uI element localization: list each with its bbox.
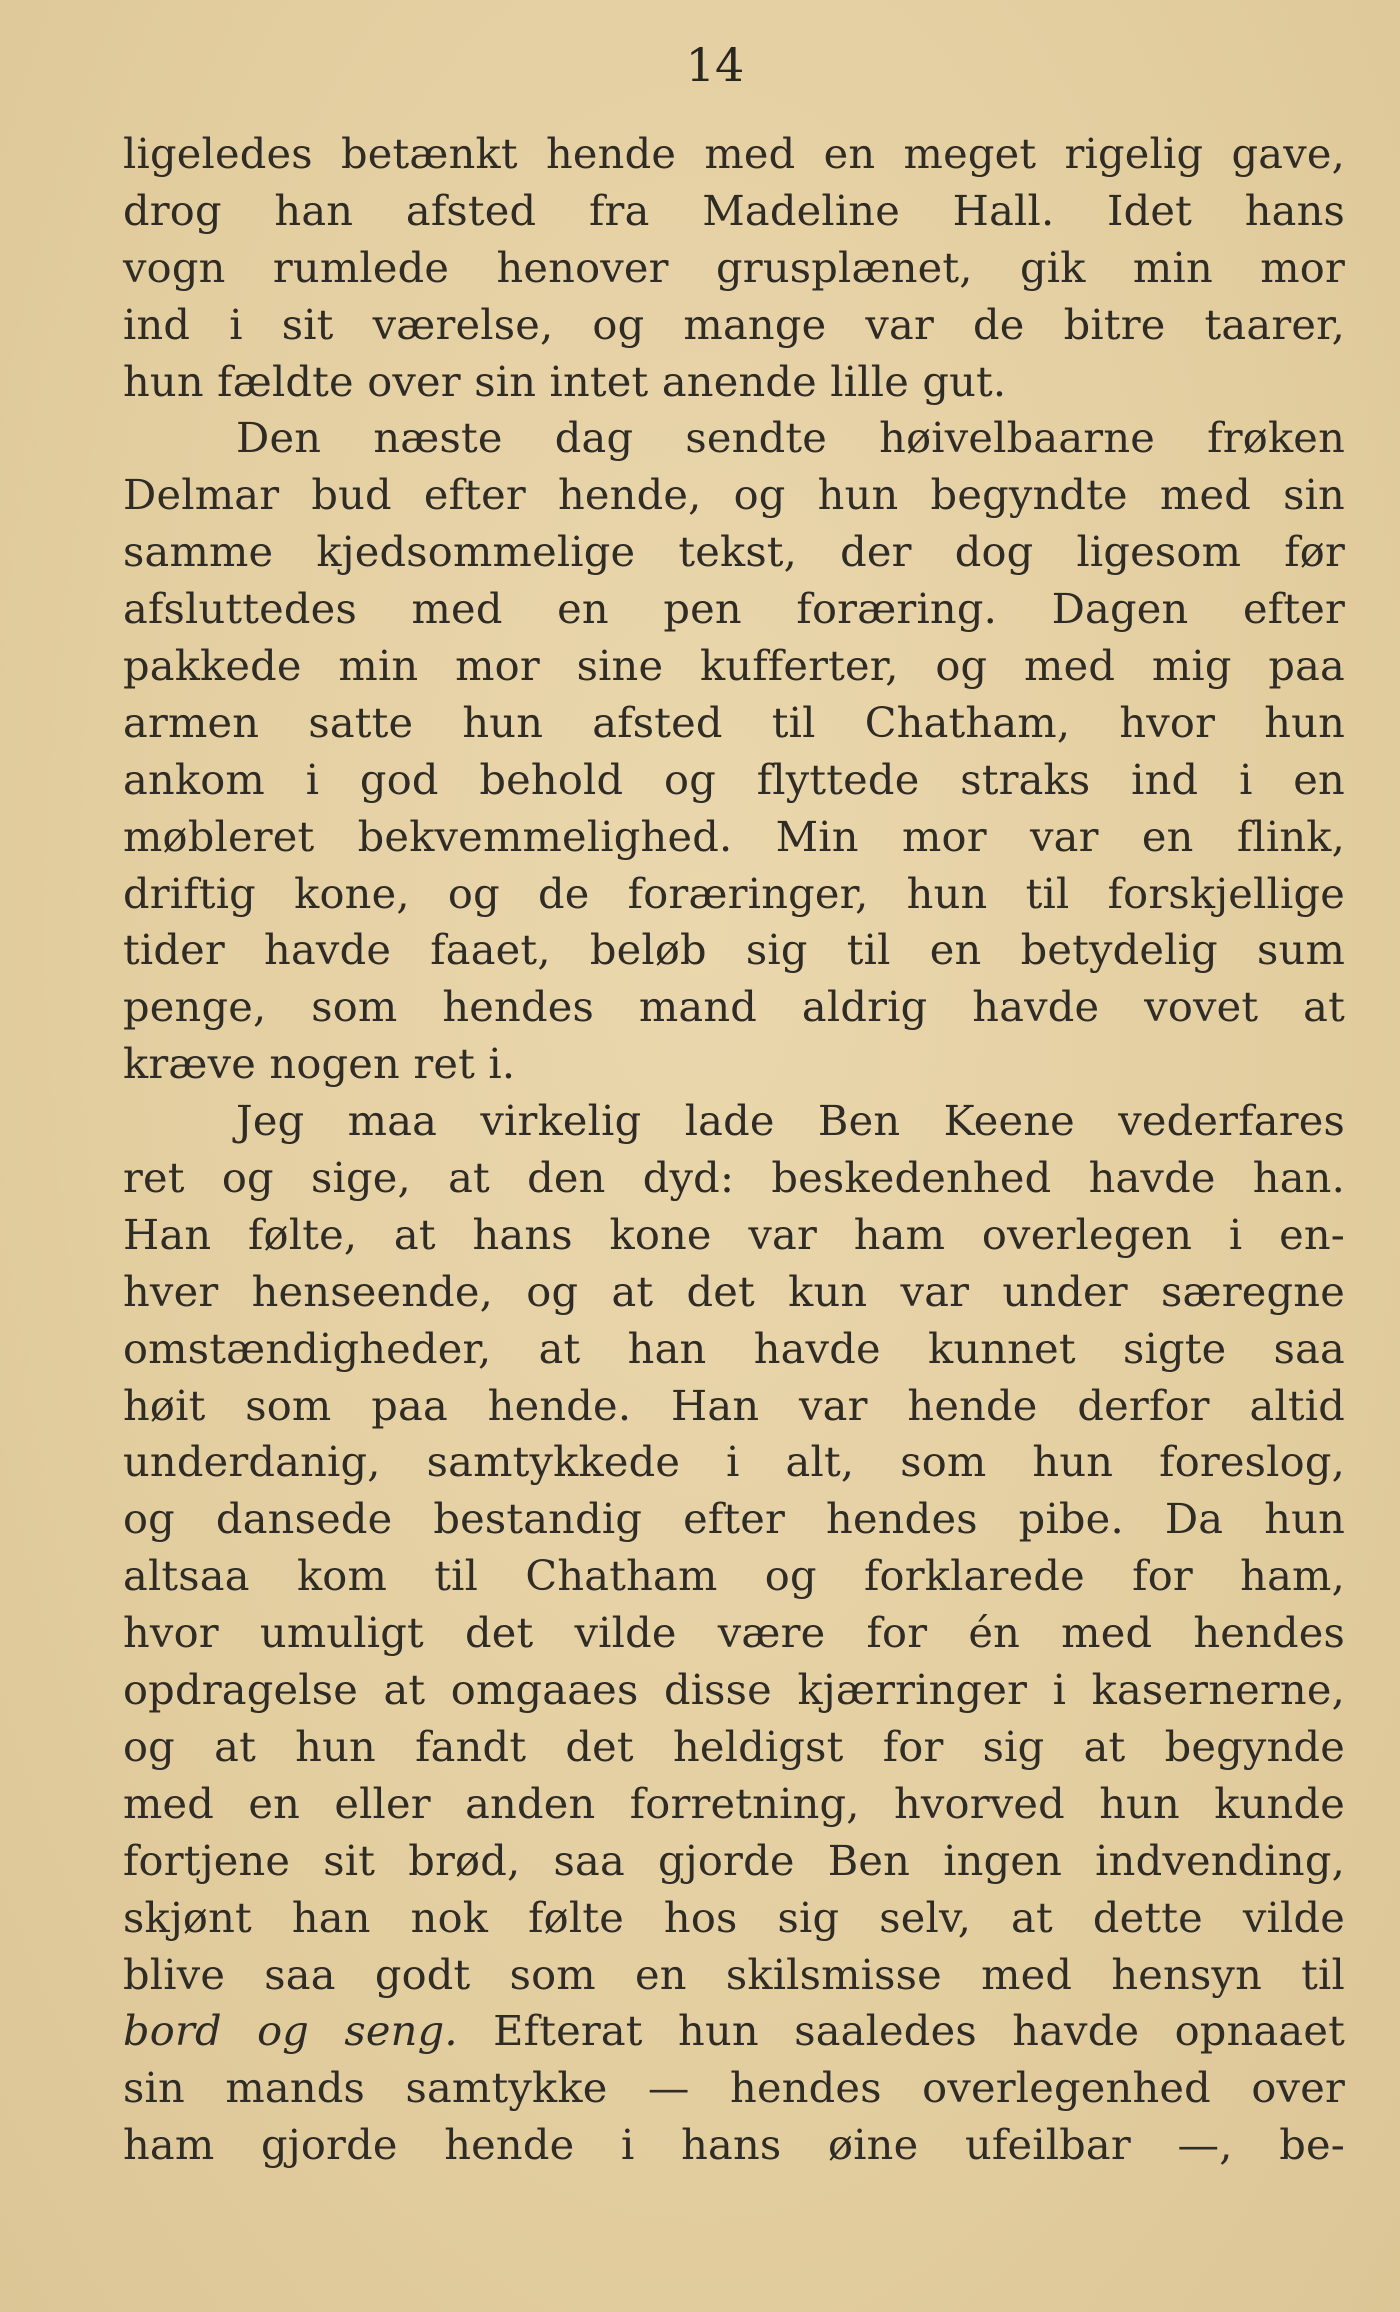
line-text: Efterat hun saaledes havde opnaaet	[457, 2006, 1345, 2056]
text-line: vogn rumlede henover grusplænet, gik min mor	[123, 242, 1345, 292]
text-line: opdragelse at omgaaes disse kjærringer i kasernerne,	[123, 1665, 1345, 1715]
text-line: tider havde faaet, beløb sig til en betydelig sum	[123, 925, 1345, 975]
text-line: penge, som hendes mand aldrig havde vovet at	[123, 982, 1345, 1032]
text-line: underdanig, samtykkede i alt, som hun foreslog,	[123, 1437, 1345, 1487]
text-line: ligeledes betænkt hende med en meget rigelig gave,	[123, 129, 1345, 178]
text-line: pakkede min mor sine kufferter, og med mig paa	[123, 641, 1345, 691]
text-line: med en eller anden forretning, hvorved hun kunde	[123, 1778, 1345, 1828]
text-line: og dansede bestandig efter hendes pibe. Da hun	[123, 1494, 1345, 1544]
body-text	[123, 126, 1345, 2174]
text-line: afsluttedes med en pen foræring. Dagen efter	[123, 584, 1345, 634]
text-line: omstændigheder, at han havde kunnet sigte saa	[123, 1323, 1345, 1373]
text-line	[123, 2003, 1345, 2060]
text-line: Den næste dag sendte høivelbaarne frøken	[236, 413, 1345, 463]
text-line: drog han afsted fra Madeline Hall. Idet hans	[123, 185, 1345, 235]
text-line: ret og sige, at den dyd: beskedenhed havde han.	[123, 1153, 1345, 1203]
text-line: driftig kone, og de foræringer, hun til forskjellige	[123, 868, 1345, 918]
text-line: fortjene sit brød, saa gjorde Ben ingen indvending,	[123, 1835, 1345, 1885]
text-line: ankom i god behold og flyttede straks ind i en	[123, 754, 1345, 804]
text-line: møbleret bekvemmelighed. Min mor var en flink,	[123, 811, 1345, 861]
text-line: skjønt han nok følte hos sig selv, at dette vilde	[123, 1892, 1345, 1942]
page-number: 14	[685, 38, 745, 92]
text-line: hver henseende, og at det kun var under særegne	[123, 1266, 1345, 1316]
italic-phrase: bord og seng.	[123, 2006, 458, 2056]
text-line: kræve nogen ret i.	[123, 1039, 516, 1089]
text-line: samme kjedsommelige tekst, der dog ligesom før	[123, 527, 1345, 577]
text-line: blive saa godt som en skilsmisse med hensyn til	[123, 1949, 1345, 1999]
text-line: Jeg maa virkelig lade Ben Keene vederfares	[236, 1096, 1345, 1146]
text-line: altsaa kom til Chatham og forklarede for ham,	[123, 1551, 1345, 1601]
text-line: ham gjorde hende i hans øine ufeilbar —, be-	[123, 2120, 1345, 2170]
text-line: høit som paa hende. Han var hende derfor altid	[123, 1380, 1345, 1430]
text-line: ind i sit værelse, og mange var de bitre taarer,	[123, 299, 1345, 349]
text-line: hvor umuligt det vilde være for én med hendes	[123, 1608, 1345, 1658]
text-line: Delmar bud efter hende, og hun begyndte med sin	[123, 470, 1345, 520]
text-line: og at hun fandt det heldigst for sig at begynde	[123, 1721, 1345, 1771]
text-line: sin mands samtykke — hendes overlegenhed over	[123, 2063, 1345, 2113]
text-line: armen satte hun afsted til Chatham, hvor hun	[123, 697, 1345, 747]
text-line: hun fældte over sin intet anende lille gut.	[123, 356, 1007, 406]
text-line: Han følte, at hans kone var ham overlegen i en-	[123, 1209, 1345, 1259]
